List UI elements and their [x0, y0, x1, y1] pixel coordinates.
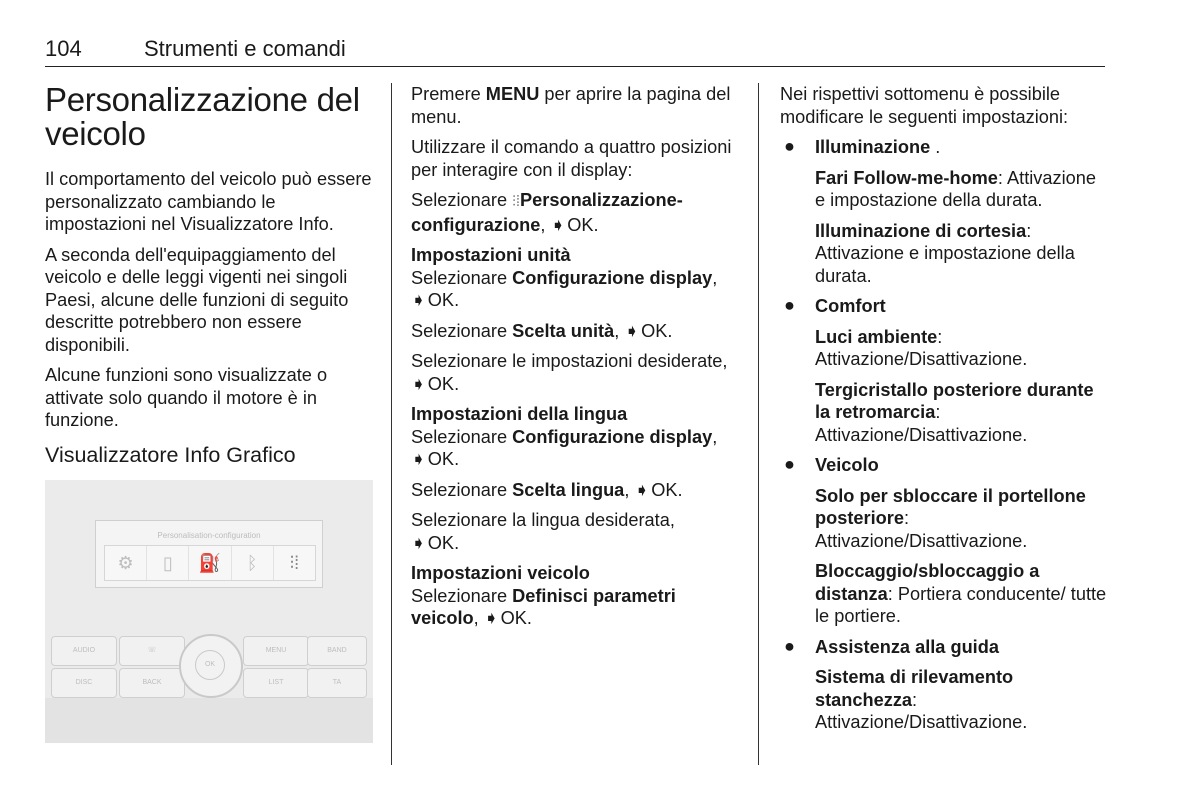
bluetooth-icon: ᛒ [232, 546, 274, 580]
settings-sliders-icon: ⫶⁞ [289, 552, 300, 573]
arrow-icon: ➧ [550, 214, 566, 235]
info-display-figure [45, 480, 373, 743]
display-screen [95, 520, 323, 588]
arrow-icon: ➧ [411, 373, 427, 394]
four-way-controller [179, 634, 243, 698]
paragraph: Utilizzare il comando a quattro posizioni per interagire con il display: [411, 137, 732, 180]
disc-button: DISC [51, 668, 117, 698]
subheading-vehicle: Impostazioni veicolo [411, 563, 590, 583]
page-title: Personalizzazione del veicolo [45, 81, 360, 152]
subheading-units: Impostazioni unità [411, 245, 571, 265]
bullet-icon: ● [784, 295, 795, 315]
section-title: Strumenti e comandi [144, 36, 346, 61]
ok-button: OK [195, 650, 225, 680]
column-2 [411, 83, 736, 638]
arrow-icon: ➧ [411, 532, 427, 553]
list-item: ● Comfort [784, 295, 886, 316]
paragraph: Selezionare Definisci parametri veicolo, ➧ OK. [411, 585, 676, 628]
section-heading: Visualizzatore Info Grafico [45, 442, 296, 467]
list-item: ● Assistenza alla guida [784, 635, 999, 657]
detail: Sistema di rilevamento stanchezza: Attivazione/Disattivazione. [815, 667, 1028, 732]
control-panel [45, 630, 373, 700]
column-1 [45, 83, 375, 743]
bullet-icon: ● [784, 454, 795, 474]
paragraph: A seconda dell'equipaggiamento del veicolo e delle leggi vigenti nei singoli Paesi, alcune delle funzioni di seguito descritte potrebbero non essere disponibili. [45, 244, 349, 355]
page-header [45, 36, 1105, 67]
paragraph: Premere MENU per aprire la pagina del menu. [411, 84, 731, 127]
detail: Solo per sbloccare il portellone posteriore: Attivazione/Disattivazione. [815, 485, 1086, 551]
column-3 [780, 83, 1110, 742]
detail: Bloccaggio/sbloccaggio a distanza: Portiera conducente/ tutte le portiere. [815, 561, 1107, 626]
band-button: BAND [307, 636, 367, 666]
subheading-language: Impostazioni della lingua [411, 404, 628, 424]
paragraph: Selezionare Scelta lingua, ➧ OK. [411, 479, 683, 500]
paragraph: Selezionare la lingua desiderata, ➧ OK. [411, 510, 675, 553]
phone-icon: ▯ [147, 546, 189, 580]
paragraph: Selezionare Configurazione display, ➧ OK. [411, 426, 718, 469]
paragraph: Selezionare ⫶⁞Personalizzazione-configurazione, ➧ OK. [411, 190, 683, 235]
paragraph: Alcune funzioni sono visualizzate o attivate solo quando il motore è in funzione. [45, 365, 328, 430]
paragraph: Selezionare le impostazioni desiderate, ➧ OK. [411, 351, 728, 394]
back-button: BACK [119, 668, 185, 698]
paragraph: Selezionare Configurazione display, ➧ OK. [411, 267, 718, 310]
detail: Illuminazione di cortesia: Attivazione e impostazione della durata. [815, 220, 1075, 286]
detail: Tergicristallo posteriore durante la retromarcia: Attivazione/Disattivazione. [815, 379, 1094, 445]
paragraph: Il comportamento del veicolo può essere personalizzato cambiando le impostazioni nel Visualizzatore Info. [45, 169, 372, 234]
column-divider [391, 83, 392, 765]
fuel-icon: ⛽ [189, 546, 231, 580]
list-button: LIST [243, 668, 309, 698]
arrow-icon: ➧ [411, 290, 427, 310]
bullet-icon: ● [784, 635, 795, 656]
ta-button: TA [307, 668, 367, 698]
arrow-icon: ➧ [624, 320, 640, 341]
paragraph: Selezionare Scelta unità, ➧ OK. [411, 320, 673, 341]
dashboard-surface [45, 698, 373, 743]
list-item: ● Veicolo [784, 454, 879, 475]
phone-button: ☏ [119, 636, 185, 666]
settings-icon: ⫶⁞ [512, 193, 521, 210]
car-settings-icon: ⚙ [105, 546, 147, 580]
audio-button: AUDIO [51, 636, 117, 666]
arrow-icon: ➧ [411, 449, 427, 469]
bullet-icon: ● [784, 136, 795, 156]
arrow-icon: ➧ [634, 479, 650, 500]
detail: Luci ambiente: Attivazione/Disattivazione. [815, 326, 1028, 369]
paragraph: Nei rispettivi sottomenu è possibile modificare le seguenti impostazioni: [780, 84, 1069, 127]
menu-button: MENU [243, 636, 309, 666]
detail: Fari Follow-me-home: Attivazione e impostazione della durata. [815, 167, 1096, 210]
list-item: ● Illuminazione . [784, 136, 941, 157]
screen-title: Personalisation-configuration [157, 531, 261, 540]
arrow-icon: ➧ [483, 608, 500, 628]
page-number: 104 [45, 36, 82, 61]
column-divider [758, 83, 759, 765]
screen-icon-row [104, 545, 316, 581]
